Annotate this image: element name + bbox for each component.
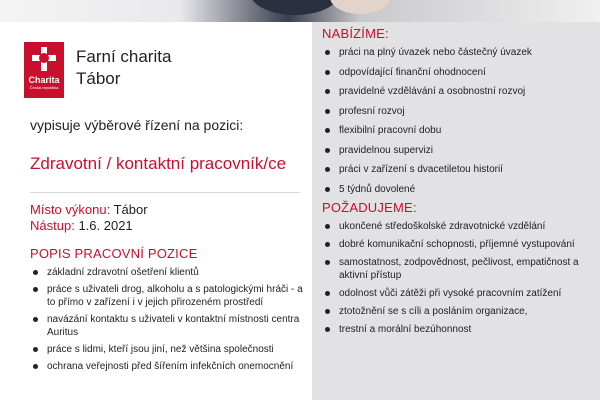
photo-shape-light: [330, 0, 390, 14]
detail-value: 1.6. 2021: [78, 218, 133, 233]
position-title: Zdravotní / kontaktní pracovník/ce: [30, 154, 287, 173]
detail-location: [30, 202, 148, 218]
detail-label: Místo výkonu:: [30, 202, 111, 217]
list-item: flexibilní pracovní dobu: [322, 124, 592, 137]
list-item: profesní rozvoj: [322, 105, 592, 118]
organization-name: [76, 46, 171, 90]
list-item: 5 týdnů dovolené: [322, 183, 592, 196]
right-column: [312, 22, 600, 400]
list-item: ztotožnění se s cíli a posláním organizace,: [322, 305, 584, 318]
list-item: práce s uživateli drog, alkoholu a s patologickými hráči - a to přímo v zařízení i v jejich přirozeném prostředí: [30, 283, 308, 309]
left-column: [0, 22, 312, 400]
header-photo: [0, 0, 600, 22]
job-description-list: [30, 266, 308, 377]
cross-icon: [32, 47, 56, 71]
list-item: navázání kontaktu s uživateli v kontaktní místnosti centra Auritus: [30, 313, 308, 339]
org-line-2: Tábor: [76, 69, 121, 88]
logo-subtext: Česká republika: [29, 85, 59, 90]
divider: [30, 192, 300, 193]
logo-wordmark: Charita: [28, 75, 60, 85]
detail-start-date: [30, 218, 133, 234]
list-item: práce s lidmi, kteří jsou jiní, než většina společnosti: [30, 343, 308, 356]
list-item: odpovídající finanční ohodnocení: [322, 66, 592, 79]
list-item: dobré komunikační schopnosti, příjemné vystupování: [322, 238, 584, 251]
list-item: ochrana veřejnosti před šířením infekčních onemocnění: [30, 360, 308, 373]
list-item: odolnost vůči zátěži při vysoké pracovním zatížení: [322, 287, 584, 300]
list-item: základní zdravotní ošetření klientů: [30, 266, 308, 279]
photo-shape-dark: [250, 0, 340, 15]
intro-text: vypisuje výběrové řízení na pozici:: [30, 117, 244, 133]
job-description-title: POPIS PRACOVNÍ POZICE: [30, 246, 198, 261]
list-item: ukončené středoškolské zdravotnické vzdělání: [322, 220, 584, 233]
list-item: pravidelné vzdělávání a osobnostní rozvoj: [322, 85, 592, 98]
list-item: pravidelnou supervizi: [322, 144, 592, 157]
org-line-1: Farní charita: [76, 47, 172, 66]
requirements-list: [322, 220, 584, 341]
list-item: práci na plný úvazek nebo částečný úvazek: [322, 46, 592, 59]
list-item: samostatnost, zodpovědnost, pečlivost, empatičnost a aktivní přístup: [322, 256, 584, 282]
list-item: trestní a morální bezúhonnost: [322, 323, 584, 336]
offer-list: [322, 46, 592, 202]
requirements-title: POŽADUJEME:: [322, 200, 417, 215]
charita-logo: [24, 42, 64, 98]
list-item: práci v zařízení s dvacetiletou historií: [322, 163, 592, 176]
detail-label: Nástup:: [30, 218, 75, 233]
offer-title: NABÍZÍME:: [322, 26, 389, 41]
detail-value: Tábor: [113, 202, 148, 217]
